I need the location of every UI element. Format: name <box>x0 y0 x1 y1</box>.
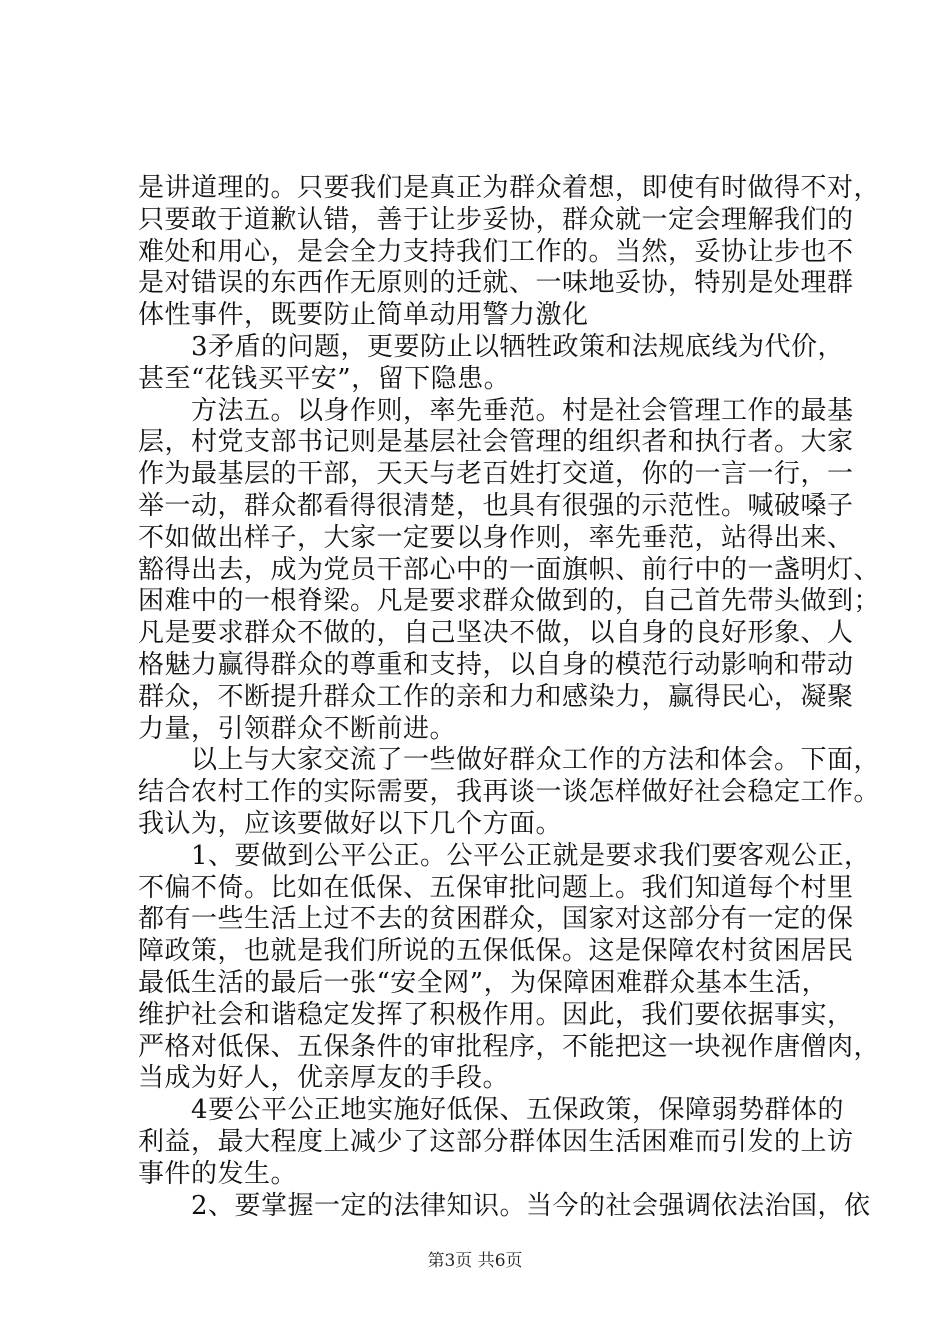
text-line: 事件的发生。 <box>138 1158 298 1189</box>
text-line: 甚至“花钱买平安”，留下隐患。 <box>138 363 511 394</box>
text-line: 4要公平公正地实施好低保、五保政策，保障弱势群体的 <box>138 1095 845 1126</box>
text-line: 不偏不倚。比如在低保、五保审批问题上。我们知道每个村里 <box>138 872 854 903</box>
text-line: 以上与大家交流了一些做好群众工作的方法和体会。下面， <box>138 745 881 776</box>
text-line: 最低生活的最后一张“安全网”，为保障困难群众基本生活， <box>138 967 829 998</box>
text-line: 群众，不断提升群众工作的亲和力和感染力，赢得民心，凝聚 <box>138 681 854 712</box>
text-line: 力量，引领群众不断前进。 <box>138 713 457 744</box>
text-line: 只要敢于道歉认错，善于让步妥协，群众就一定会理解我们的 <box>138 204 854 235</box>
text-line: 凡是要求群众不做的，自己坚决不做，以自身的良好形象、人 <box>138 618 854 649</box>
text-line: 利益，最大程度上减少了这部分群体因生活困难而引发的上访 <box>138 1126 854 1157</box>
text-line: 格魅力赢得群众的尊重和支持，以自身的模范行动影响和带动 <box>138 649 854 680</box>
text-line: 严格对低保、五保条件的审批程序，不能把这一块视作唐僧肉， <box>138 1031 881 1062</box>
text-line: 难处和用心，是会全力支持我们工作的。当然，妥协让步也不 <box>138 236 854 267</box>
page-footer: 第3页 共6页 <box>427 1251 523 1271</box>
text-line: 体性事件，既要防止简单动用警力激化 <box>138 300 589 331</box>
text-line: 结合农村工作的实际需要，我再谈一谈怎样做好社会稳定工作。 <box>138 777 881 808</box>
text-line: 维护社会和谐稳定发挥了积极作用。因此，我们要依据事实， <box>138 999 854 1030</box>
text-line: 豁得出去，成为党员干部心中的一面旗帜、前行中的一盏明灯、 <box>138 554 881 585</box>
text-line: 方法五。以身作则，率先垂范。村是社会管理工作的最基 <box>138 395 854 426</box>
text-line: 1、要做到公平公正。公平公正就是要求我们要客观公正， <box>138 840 871 871</box>
text-line: 作为最基层的干部，天天与老百姓打交道，你的一言一行，一 <box>138 459 854 490</box>
body-text <box>138 173 881 1222</box>
text-line: 2、要掌握一定的法律知识。当今的社会强调依法治国，依 <box>138 1190 871 1221</box>
text-line: 困难中的一根脊梁。凡是要求群众做到的，自己首先带头做到； <box>138 586 881 617</box>
text-line: 障政策，也就是我们所说的五保低保。这是保障农村贫困居民 <box>138 936 854 967</box>
text-line: 不如做出样子，大家一定要以身作则，率先垂范，站得出来、 <box>138 522 854 553</box>
text-line: 举一动，群众都看得很清楚，也具有很强的示范性。喊破嗓子 <box>138 490 854 521</box>
text-line: 是讲道理的。只要我们是真正为群众着想，即使有时做得不对， <box>138 173 881 203</box>
text-line: 层，村党支部书记则是基层社会管理的组织者和执行者。大家 <box>138 427 854 458</box>
text-line: 都有一些生活上过不去的贫困群众，国家对这部分有一定的保 <box>138 904 854 935</box>
text-line: 3矛盾的问题，更要防止以牺牲政策和法规底线为代价， <box>138 331 845 362</box>
text-line: 当成为好人，优亲厚友的手段。 <box>138 1063 510 1094</box>
text-line: 是对错误的东西作无原则的迁就、一味地妥协，特别是处理群 <box>138 268 854 299</box>
text-line: 我认为，应该要做好以下几个方面。 <box>138 808 563 839</box>
